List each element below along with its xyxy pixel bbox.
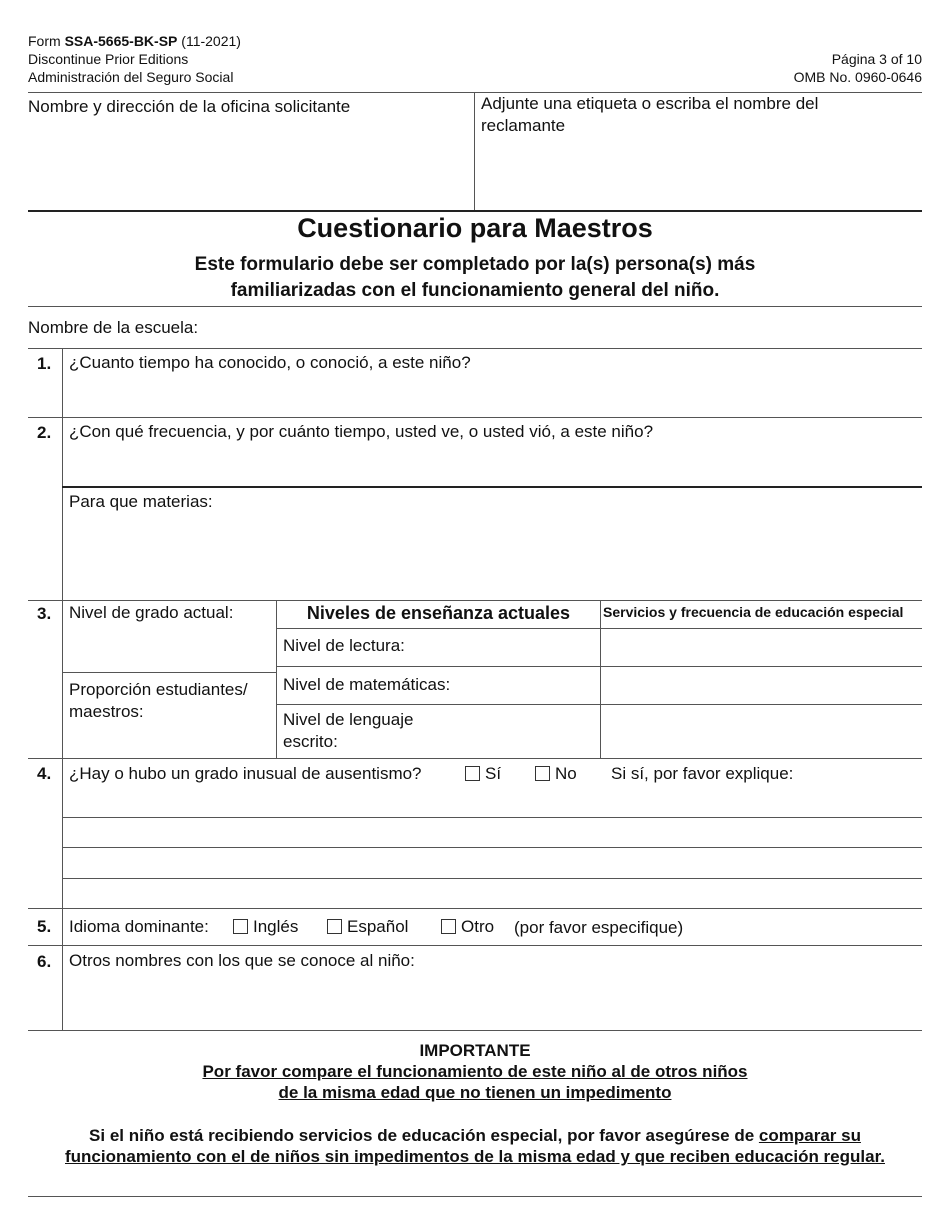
q5-question: Idioma dominante: (69, 917, 209, 936)
special-ed-instructions (44, 1125, 906, 1167)
absence-no-checkbox[interactable] (535, 766, 550, 781)
q2-question[interactable]: ¿Con qué frecuencia, y por cuánto tiempo, usted ve, o usted vió, a este niño? (69, 422, 654, 441)
absence-explain-label: Si sí, por favor explique: (611, 764, 794, 783)
absence-yes-checkbox[interactable] (465, 766, 480, 781)
form-number: SSA-5665-BK-SP (64, 33, 178, 49)
teaching-levels-header: Niveles de enseñanza actuales (306, 603, 571, 623)
absence-no-option[interactable] (535, 764, 577, 784)
q1-question[interactable]: ¿Cuanto tiempo ha conocido, o conoció, a este niño? (69, 353, 471, 372)
reading-level-field[interactable]: Nivel de lectura: (283, 636, 405, 655)
q3-number: 3. (37, 604, 52, 623)
language-spanish-label: Español (347, 917, 409, 936)
form-prefix: Form (28, 33, 61, 49)
special-ed-header: Servicios y frecuencia de educación especial (603, 604, 904, 620)
instructions-underlined: comparar su funcionamiento con el de niños sin impedimentos de la misma edad y que reciben educación regular. (65, 1126, 885, 1166)
language-other-label: Otro (461, 917, 495, 936)
q4-question: ¿Hay o hubo un grado inusual de ausentismo? (69, 764, 422, 783)
language-english-checkbox[interactable] (233, 919, 248, 934)
writing-level-field[interactable]: Nivel de lenguaje escrito: (283, 710, 414, 751)
language-english-label: Inglés (253, 917, 299, 936)
student-teacher-ratio-field[interactable]: Proporción estudiantes/ maestros: (69, 680, 248, 721)
q2-number: 2. (37, 423, 52, 442)
language-english-option[interactable] (233, 917, 298, 937)
omb-number: OMB No. 0960-0646 (793, 69, 922, 85)
important-title: IMPORTANTE (419, 1041, 531, 1060)
special-ed-math-field[interactable] (601, 667, 922, 704)
language-spanish-checkbox[interactable] (327, 919, 342, 934)
subtitle-line1: Este formulario debe ser completado por la(s) persona(s) más (194, 254, 756, 275)
page-title: Cuestionario para Maestros (297, 213, 653, 243)
important-line1: Por favor compare el funcionamiento de este niño al de otros niños (202, 1062, 748, 1081)
q6-number: 6. (37, 952, 52, 971)
grade-level-field[interactable]: Nivel de grado actual: (69, 603, 234, 622)
absence-yes-label: Sí (485, 764, 502, 783)
language-other-checkbox[interactable] (441, 919, 456, 934)
discontinue-note: Discontinue Prior Editions (28, 51, 189, 67)
absence-no-label: No (555, 764, 577, 783)
absence-yes-option[interactable] (465, 764, 501, 784)
subjects-field[interactable]: Para que materias: (69, 492, 213, 511)
instructions-plain: Si el niño está recibiendo servicios de educación especial, por favor asegúrese de (89, 1126, 759, 1145)
page-number: Página 3 of 10 (831, 51, 922, 67)
special-ed-writing-field[interactable] (601, 705, 922, 758)
office-name-field[interactable]: Nombre y dirección de la oficina solicitante (28, 97, 351, 116)
q4-number: 4. (37, 764, 52, 783)
agency-name: Administración del Seguro Social (28, 69, 234, 85)
math-level-field[interactable]: Nivel de matemáticas: (283, 675, 451, 694)
q5-number: 5. (37, 917, 52, 936)
important-line2: de la misma edad que no tienen un impedimento (278, 1083, 672, 1102)
other-names-field[interactable]: Otros nombres con los que se conoce al niño: (69, 951, 415, 970)
claimant-name-field[interactable]: Adjunte una etiqueta o escriba el nombre del reclamante (481, 94, 819, 135)
special-ed-reading-field[interactable] (601, 629, 922, 666)
school-name-field[interactable]: Nombre de la escuela: (28, 318, 199, 337)
subtitle-line2: familiarizadas con el funcionamiento general del niño. (230, 280, 720, 301)
form-id (28, 33, 241, 50)
language-specify-note: (por favor especifique) (514, 918, 684, 937)
language-spanish-option[interactable] (327, 917, 408, 937)
language-other-option[interactable] (441, 917, 494, 937)
q1-number: 1. (37, 354, 52, 373)
form-date: (11-2021) (181, 33, 241, 49)
